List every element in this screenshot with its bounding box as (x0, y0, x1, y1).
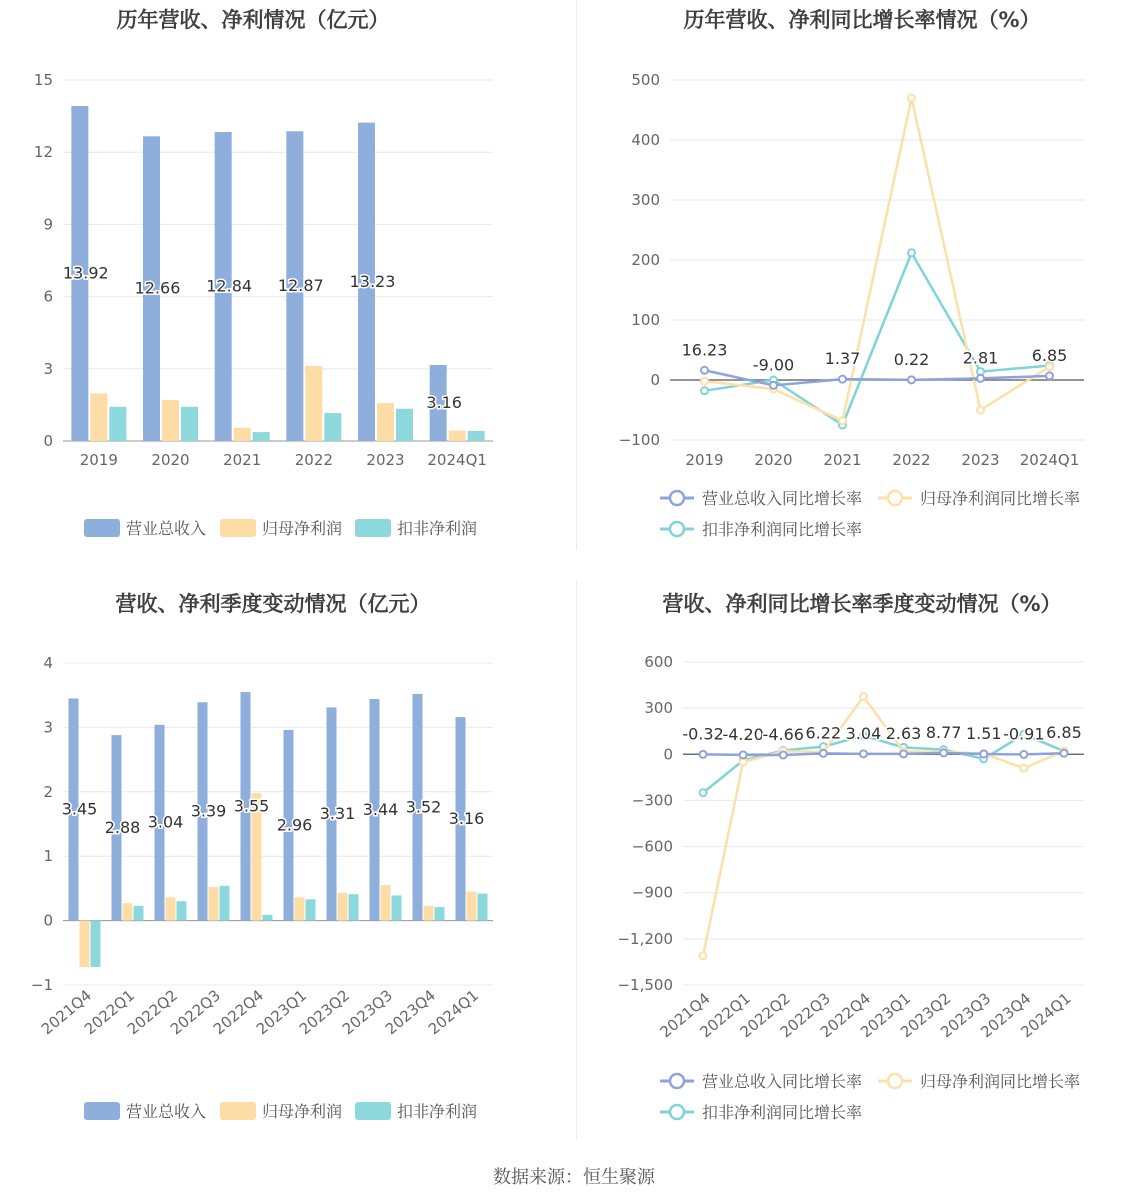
bar (396, 409, 413, 441)
y-tick-label: 400 (631, 131, 660, 149)
data-label: 16.23 (681, 340, 728, 360)
y-tick-label: 3 (43, 359, 53, 378)
x-tick-label: 2023Q4 (381, 986, 440, 1039)
data-point (740, 751, 747, 758)
data-label: 2.81 (962, 348, 999, 368)
x-tick-label: 2024Q1 (1019, 451, 1080, 469)
x-tick-label: 2022Q2 (736, 989, 794, 1042)
quarterly-revenue-profit-panel (0, 580, 576, 1150)
data-label: 3.04 (845, 723, 882, 743)
legend-label: 扣非净利润同比增长率 (702, 520, 863, 539)
legend-marker-icon (888, 491, 902, 505)
x-tick-label: 2021 (823, 451, 862, 469)
x-tick-label: 2023Q3 (937, 989, 995, 1042)
y-tick-label: 0 (650, 371, 660, 389)
data-label: -4.20 (722, 724, 764, 744)
y-tick-label: 9 (43, 215, 53, 234)
bar (181, 407, 198, 441)
data-point (900, 750, 907, 757)
data-point (977, 407, 984, 414)
y-tick-label: −1,200 (617, 929, 673, 948)
y-tick-label: 4 (43, 654, 53, 672)
bar (253, 432, 270, 441)
x-tick-label: 2023Q4 (977, 989, 1035, 1042)
y-tick-label: −300 (631, 791, 673, 810)
x-tick-label: 2020 (151, 451, 190, 469)
bar (90, 393, 107, 441)
legend-marker-icon (670, 1074, 684, 1088)
x-tick-label: 2023Q2 (295, 986, 354, 1039)
bar (123, 903, 133, 920)
data-point (860, 693, 867, 700)
data-point (839, 376, 846, 383)
y-tick-label: 300 (631, 191, 660, 209)
y-tick-label: 2 (43, 782, 53, 801)
data-point (980, 751, 987, 758)
series-line (703, 753, 1064, 755)
data-label: 3.39 (190, 801, 227, 821)
data-label: 12.84 (206, 276, 253, 296)
x-tick-label: 2023Q1 (856, 989, 915, 1042)
bar (424, 906, 434, 921)
data-label: 1.37 (824, 349, 861, 369)
data-point (1060, 750, 1067, 757)
x-tick-label: 2023 (961, 451, 1000, 469)
bar (478, 894, 488, 921)
x-tick-label: 2022Q1 (80, 986, 139, 1039)
data-label: 2.88 (104, 817, 141, 837)
bar (109, 407, 126, 441)
chart-title: 历年营收、净利情况（亿元） (116, 8, 390, 32)
data-label: 0.22 (893, 349, 930, 369)
bar (234, 428, 251, 441)
bar (324, 413, 341, 441)
y-tick-label: 3 (43, 718, 53, 737)
legend-label: 营业总收入 (126, 1102, 207, 1121)
x-tick-label: 2021Q4 (656, 989, 714, 1042)
legend-label: 扣非净利润 (397, 1102, 478, 1121)
bar (162, 400, 179, 441)
legend-swatch (355, 1102, 391, 1120)
bar (91, 921, 101, 967)
x-tick-label: 2022Q3 (776, 989, 834, 1042)
x-tick-label: 2021 (223, 451, 262, 469)
bar (166, 897, 176, 920)
data-point (1046, 372, 1053, 379)
data-point (770, 382, 777, 389)
bar (392, 895, 402, 920)
y-tick-label: 0 (43, 911, 53, 930)
data-label: 12.87 (277, 276, 324, 296)
data-point (908, 376, 915, 383)
data-point (940, 749, 947, 756)
vertical-divider-top (576, 0, 577, 550)
legend-label: 归母净利润同比增长率 (920, 489, 1081, 508)
x-tick-label: 2023Q1 (252, 986, 311, 1039)
legend-label: 归母净利润 (262, 519, 343, 538)
x-tick-label: 2019 (685, 451, 724, 469)
data-label: 8.77 (925, 722, 962, 742)
legend-label: 扣非净利润 (397, 519, 478, 538)
y-tick-label: 200 (631, 251, 660, 269)
data-label: 3.44 (362, 799, 399, 819)
data-point (701, 367, 708, 374)
chart-title: 历年营收、净利同比增长率情况（%） (683, 8, 1041, 32)
y-tick-label: 0 (663, 745, 673, 764)
bar (468, 431, 485, 441)
x-tick-label: 2022Q3 (166, 986, 225, 1039)
legend-label: 营业总收入同比增长率 (702, 489, 863, 508)
data-label: -0.32 (682, 724, 724, 744)
bar (80, 921, 90, 967)
data-label: -9.00 (752, 355, 795, 375)
data-label: 13.23 (349, 271, 396, 291)
chart-title: 营收、净利季度变动情况（亿元） (115, 592, 431, 616)
data-point (701, 387, 708, 394)
bar (295, 897, 305, 920)
x-tick-label: 2019 (79, 451, 118, 469)
annual-revenue-profit-panel (0, 0, 576, 560)
bar (449, 431, 466, 441)
x-tick-label: 2023 (366, 451, 405, 469)
y-tick-label: 300 (644, 699, 673, 718)
bar (377, 403, 394, 441)
y-tick-label: 100 (631, 311, 660, 329)
data-label: 6.22 (805, 723, 842, 743)
data-point (701, 378, 708, 385)
data-point (820, 750, 827, 757)
data-point (977, 375, 984, 382)
annual-growth-panel (576, 0, 1148, 560)
data-label: 6.85 (1031, 345, 1068, 365)
data-point (839, 417, 846, 424)
data-point (1020, 765, 1027, 772)
quarterly-bar-chart (0, 580, 576, 1150)
x-tick-label: 2022Q4 (209, 986, 268, 1039)
bar (177, 901, 187, 920)
legend-label: 归母净利润 (262, 1102, 343, 1121)
y-tick-label: 15 (33, 71, 53, 89)
data-point (700, 789, 707, 796)
data-point (740, 758, 747, 765)
data-point (908, 95, 915, 102)
bar (209, 887, 219, 920)
legend-swatch (220, 1102, 256, 1120)
bar (263, 915, 273, 921)
x-tick-label: 2022Q1 (696, 989, 754, 1042)
y-tick-label: 12 (33, 143, 53, 162)
data-label: 1.51 (965, 724, 1002, 744)
legend-swatch (355, 519, 391, 537)
annual-growth-line-chart (576, 0, 1148, 560)
y-tick-label: 6 (43, 287, 53, 306)
y-tick-label: −1,500 (617, 976, 673, 994)
bar (338, 893, 348, 921)
legend-marker-icon (670, 1105, 684, 1119)
bar (220, 886, 230, 921)
legend-label: 归母净利润同比增长率 (920, 1072, 1081, 1091)
data-point (700, 952, 707, 959)
data-label: 3.04 (147, 812, 184, 832)
x-tick-label: 2024Q1 (1017, 989, 1075, 1042)
legend-label: 营业总收入同比增长率 (702, 1072, 863, 1091)
chart-title: 营收、净利同比增长率季度变动情况（%） (662, 592, 1062, 616)
legend-marker-icon (670, 491, 684, 505)
data-label: -0.91 (1003, 724, 1045, 744)
data-label: 13.92 (62, 263, 109, 283)
quarterly-growth-line-chart (576, 580, 1148, 1150)
legend-marker-icon (888, 1074, 902, 1088)
x-tick-label: 2022Q4 (816, 989, 875, 1042)
data-point (860, 750, 867, 757)
bar (305, 366, 322, 441)
legend-label: 扣非净利润同比增长率 (702, 1103, 863, 1122)
bar (467, 892, 477, 921)
x-tick-label: 2022 (892, 451, 931, 469)
legend-label: 营业总收入 (126, 519, 207, 538)
x-tick-label: 2023Q2 (897, 989, 955, 1042)
vertical-divider-bottom (576, 580, 577, 1140)
data-label: 3.55 (233, 796, 270, 816)
bar (306, 899, 316, 920)
legend-marker-icon (670, 522, 684, 536)
y-tick-label: −900 (631, 883, 673, 902)
y-tick-label: 500 (631, 71, 660, 89)
data-label: 2.63 (885, 723, 922, 743)
y-tick-label: −1 (30, 976, 53, 994)
bar (381, 885, 391, 920)
data-label: 2.96 (276, 815, 313, 835)
data-point (908, 249, 915, 256)
quarterly-growth-panel (576, 580, 1148, 1150)
bar (349, 894, 359, 920)
bar (134, 906, 144, 921)
legend-swatch (84, 1102, 120, 1120)
y-tick-label: 0 (43, 432, 53, 450)
data-point (780, 752, 787, 759)
data-label: 3.16 (426, 392, 462, 412)
x-tick-label: 2022 (294, 451, 333, 469)
data-label: 12.66 (134, 278, 181, 298)
x-tick-label: 2022Q2 (123, 986, 182, 1039)
data-label: 3.16 (448, 808, 485, 828)
x-tick-label: 2024Q1 (427, 451, 487, 469)
data-label: 3.31 (319, 804, 356, 824)
x-tick-label: 2021Q4 (37, 986, 96, 1039)
bar (435, 907, 445, 921)
x-tick-label: 2020 (754, 451, 793, 469)
y-tick-label: −600 (631, 837, 673, 856)
data-source: 数据来源：恒生聚源 (493, 1167, 655, 1188)
x-tick-label: 2023Q3 (338, 986, 397, 1039)
y-tick-label: 1 (43, 847, 53, 866)
legend-swatch (220, 519, 256, 537)
data-label: 6.85 (1046, 723, 1082, 743)
annual-bar-chart (0, 0, 576, 560)
data-point (1020, 751, 1027, 758)
data-label: 3.52 (405, 797, 442, 817)
data-label: -4.66 (762, 725, 804, 745)
y-tick-label: 600 (644, 653, 673, 671)
data-label: 3.45 (61, 799, 98, 819)
x-tick-label: 2024Q1 (424, 986, 483, 1039)
data-point (700, 751, 707, 758)
legend-swatch (84, 519, 120, 537)
y-tick-label: −100 (618, 431, 660, 449)
